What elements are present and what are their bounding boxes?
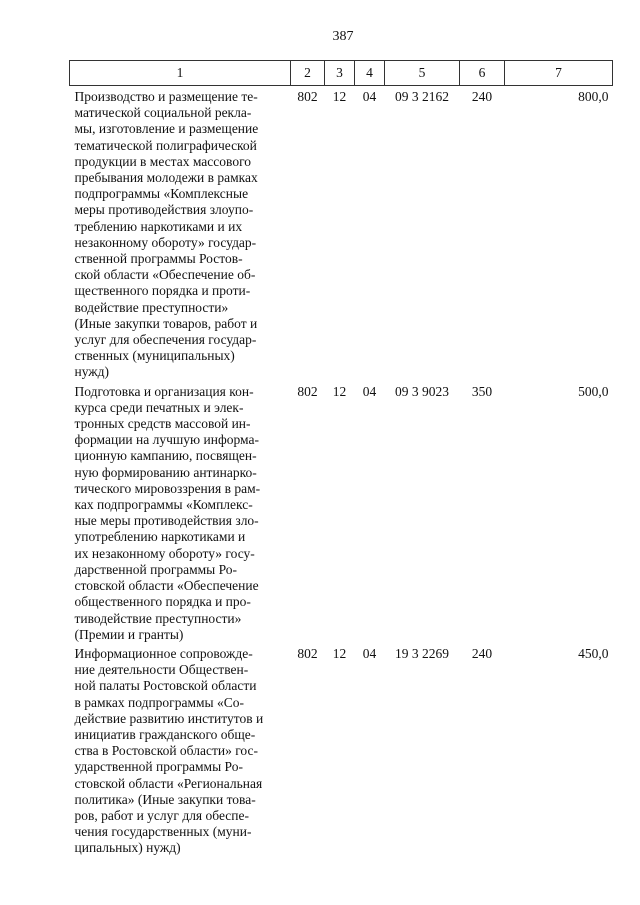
row-section-code: 12 bbox=[332, 383, 347, 399]
header-col-1: 1 bbox=[70, 61, 291, 86]
row-target-article: 19 3 2269 bbox=[395, 645, 449, 661]
row-amount: 500,0 bbox=[578, 383, 609, 399]
row-expense-type: 240 bbox=[471, 89, 493, 104]
page-number: 387 bbox=[332, 29, 354, 44]
table-row bbox=[70, 86, 613, 381]
table-row bbox=[70, 381, 613, 643]
row-section-code: 12 bbox=[332, 645, 347, 661]
row-expense-type: 240 bbox=[471, 645, 493, 661]
row-subsection-code: 04 bbox=[362, 383, 377, 399]
row-subsection-code: 04 bbox=[362, 89, 377, 104]
row-description: Информационное сопровожде- ние деятельности Обществен- ной палаты Ростовской области в рамках подпрограммы «Со- действие развитию институтов и инициатив гражданского обще- ства в Ростовской области» гос- ударственной программы Ро- стовской области «Региональная политика» (Иные закупки това- ров, работ и услуг для обеспе- чения государственных (муни- ципальных) нужд) bbox=[74, 645, 264, 856]
row-target-article: 09 3 2162 bbox=[395, 89, 449, 104]
header-col-7: 7 bbox=[505, 61, 613, 86]
row-expense-type: 350 bbox=[471, 383, 493, 399]
row-amount: 800,0 bbox=[578, 89, 609, 104]
header-col-2: 2 bbox=[291, 61, 325, 86]
header-row bbox=[70, 61, 613, 86]
row-section-code: 12 bbox=[332, 89, 347, 104]
header-col-5: 5 bbox=[385, 61, 460, 86]
row-ministry-code: 802 bbox=[297, 89, 318, 104]
row-description: Подготовка и организация кон- курса среди печатных и элек- тронных средств массовой ин- формации на лучшую информа- ционную кампанию, посвящен- ную формированию антинарко- тического мировоззрения в рам- ках подпрограммы «Комплекс- ные меры противодействия зло- употреблению наркотиками и их незаконному обороту» госу- дарственной программы Ро- стовской области «Обеспечение общественного порядка и про- тиводействие преступности» (Премии и гранты) bbox=[74, 383, 261, 642]
row-ministry-code: 802 bbox=[297, 645, 318, 661]
header-col-6: 6 bbox=[460, 61, 505, 86]
header-col-3: 3 bbox=[325, 61, 355, 86]
row-description: Производство и размещение те- матической социальной рекла- мы, изготовление и размещение тематической полиграфической продукции в местах массового пребывания молодежи в рамках подпрограммы «Комплексные меры противодействия злоупо- треблению наркотиками и их незаконному обороту» государ- ственной программы Ростов- ской области «Обеспечение об- щественного порядка и проти- водействие преступности» (Иные закупки товаров, работ и услуг для обеспечения государ- ственных (муниципальных) нужд) bbox=[74, 89, 259, 380]
row-amount: 450,0 bbox=[578, 645, 609, 661]
budget-table-container bbox=[69, 60, 612, 857]
row-target-article: 09 3 9023 bbox=[395, 383, 449, 399]
row-ministry-code: 802 bbox=[297, 383, 318, 399]
budget-table bbox=[69, 60, 613, 857]
header-col-4: 4 bbox=[355, 61, 385, 86]
table-row bbox=[70, 643, 613, 857]
row-subsection-code: 04 bbox=[362, 645, 377, 661]
